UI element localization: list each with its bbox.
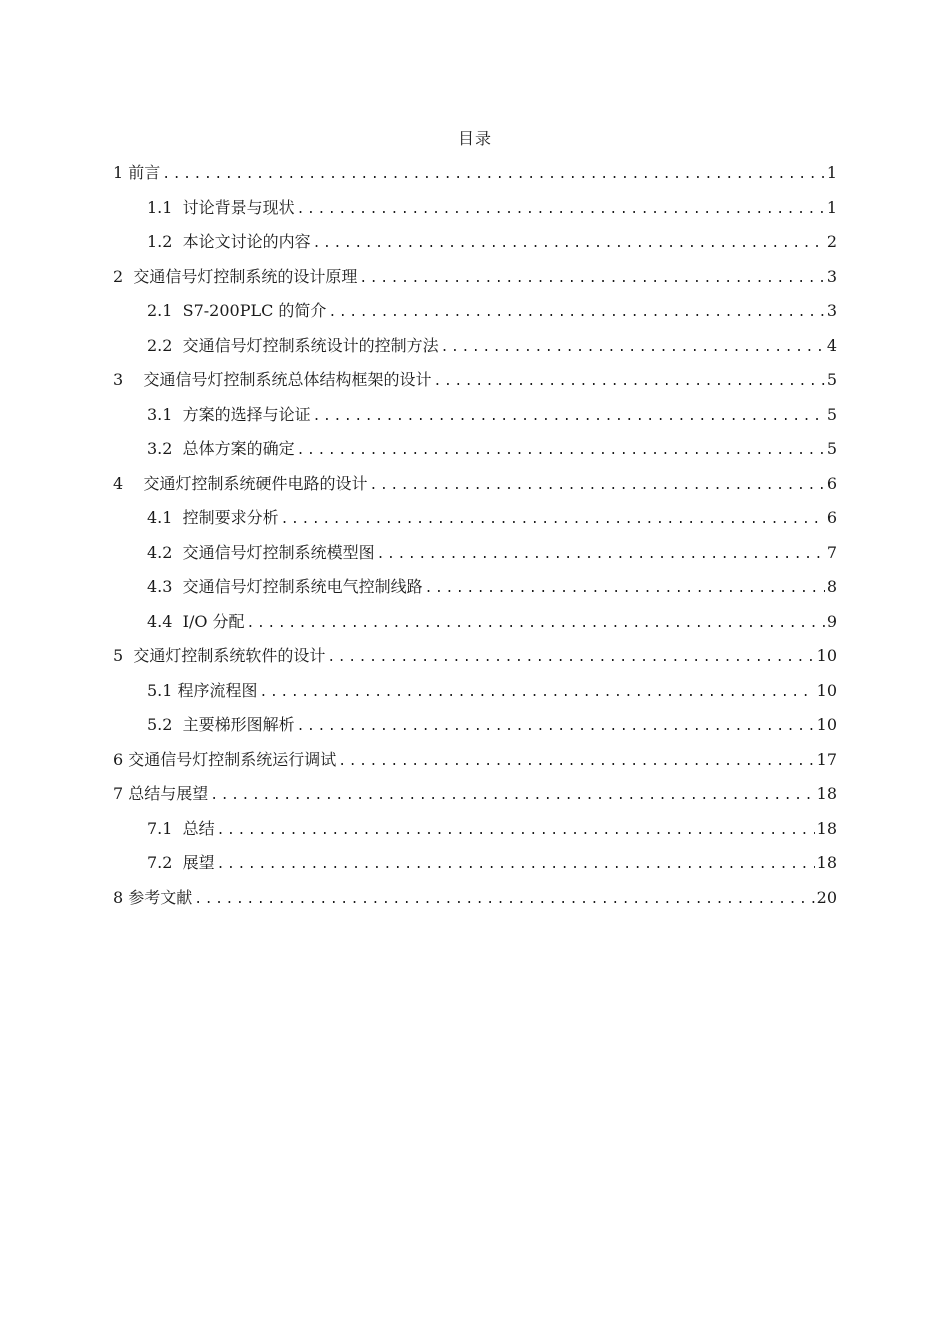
toc-entry-title: 4 交通灯控制系统硬件电路的设计 — [113, 473, 368, 493]
toc-dot-leader — [297, 710, 815, 745]
toc-entry-title: 7.2 展望 — [147, 853, 215, 872]
toc-dot-leader — [217, 848, 815, 883]
toc-entry[interactable] — [113, 191, 837, 226]
toc-page-number: 8 — [826, 577, 837, 596]
toc-dot-leader — [194, 883, 814, 918]
toc-entry-title: 3.2 总体方案的确定 — [147, 439, 295, 458]
toc-entry-title: 3.1 方案的选择与论证 — [147, 404, 311, 424]
toc-page-number: 1 — [826, 197, 837, 217]
toc-page-number: 9 — [826, 611, 837, 631]
toc-page-number: 10 — [816, 715, 837, 734]
toc-entry-title: 4.2 交通信号灯控制系统模型图 — [147, 542, 375, 562]
toc-page-number: 5 — [826, 404, 837, 424]
toc-entry-title: 5 交通灯控制系统软件的设计 — [113, 646, 326, 665]
toc-entry[interactable] — [113, 846, 837, 881]
toc-entry-title: 1 前言 — [113, 163, 161, 182]
toc-page-number: 6 — [826, 473, 837, 493]
toc-dot-leader — [370, 469, 825, 504]
toc-entry[interactable] — [113, 605, 837, 640]
toc-page-number: 4 — [826, 335, 837, 355]
toc-entry[interactable] — [113, 260, 837, 295]
toc-dot-leader — [210, 779, 814, 814]
toc-dot-leader — [247, 607, 825, 642]
toc-entry[interactable] — [113, 432, 837, 467]
toc-dot-leader — [313, 227, 825, 262]
toc-dot-leader — [359, 262, 824, 297]
toc-page-number: 3 — [826, 301, 837, 320]
toc-entry-title: 1.1 讨论背景与现状 — [147, 197, 295, 217]
toc-entry[interactable] — [113, 363, 837, 398]
toc-dot-leader — [297, 434, 825, 469]
toc-page-number: 2 — [826, 232, 837, 251]
toc-entry-title: 4.4 I/O 分配 — [147, 611, 245, 631]
table-of-contents — [113, 156, 837, 915]
toc-dot-leader — [313, 400, 825, 435]
toc-entry[interactable] — [113, 881, 837, 916]
toc-page-number: 3 — [826, 266, 837, 286]
toc-entry-title: 2 交通信号灯控制系统的设计原理 — [113, 266, 358, 286]
toc-entry-title: 3 交通信号灯控制系统总体结构框架的设计 — [113, 370, 432, 389]
toc-dot-leader — [260, 676, 815, 711]
toc-dot-leader — [297, 193, 825, 228]
toc-page-number: 7 — [826, 542, 837, 562]
toc-dot-leader — [162, 158, 825, 193]
toc-entry[interactable] — [113, 294, 837, 329]
toc-page-number: 18 — [816, 818, 837, 838]
toc-entry[interactable] — [113, 467, 837, 502]
toc-dot-leader — [327, 641, 814, 676]
toc-entry-title: 1.2 本论文讨论的内容 — [147, 232, 311, 251]
toc-entry[interactable] — [113, 708, 837, 743]
toc-entry-title: 4.3 交通信号灯控制系统电气控制线路 — [147, 577, 423, 596]
toc-dot-leader — [328, 296, 824, 331]
toc-entry[interactable] — [113, 777, 837, 812]
toc-entry-title: 2.2 交通信号灯控制系统设计的控制方法 — [147, 335, 439, 355]
toc-page-number: 18 — [816, 784, 837, 803]
toc-page-number: 10 — [816, 680, 837, 700]
toc-dot-leader — [281, 503, 825, 538]
toc-entry-title: 5.2 主要梯形图解析 — [147, 715, 295, 734]
toc-entry[interactable] — [113, 225, 837, 260]
toc-page-number: 18 — [816, 853, 837, 872]
toc-entry-title: 5.1 程序流程图 — [147, 680, 258, 700]
toc-entry-title: 8 参考文献 — [113, 887, 193, 907]
toc-page-number: 6 — [826, 508, 837, 527]
toc-entry[interactable] — [113, 329, 837, 364]
toc-page-number: 20 — [816, 887, 837, 907]
toc-entry[interactable] — [113, 570, 837, 605]
toc-page-number: 10 — [816, 646, 837, 665]
toc-entry-title: 2.1 S7-200PLC 的简介 — [147, 301, 327, 320]
toc-dot-leader — [338, 745, 814, 780]
toc-entry-title: 7 总结与展望 — [113, 784, 209, 803]
toc-dot-leader — [425, 572, 825, 607]
toc-dot-leader — [377, 538, 825, 573]
toc-entry[interactable] — [113, 674, 837, 709]
toc-entry[interactable] — [113, 398, 837, 433]
toc-entry[interactable] — [113, 536, 837, 571]
toc-entry[interactable] — [113, 743, 837, 778]
toc-dot-leader — [434, 365, 825, 400]
toc-entry[interactable] — [113, 812, 837, 847]
toc-entry[interactable] — [113, 156, 837, 191]
toc-page-number: 1 — [826, 163, 837, 182]
toc-entry-title: 6 交通信号灯控制系统运行调试 — [113, 749, 337, 769]
toc-entry[interactable] — [113, 501, 837, 536]
toc-entry-title: 7.1 总结 — [147, 818, 215, 838]
toc-title: 目录 — [457, 129, 492, 148]
toc-entry[interactable] — [113, 639, 837, 674]
toc-page-number: 5 — [826, 439, 837, 458]
toc-entry-title: 4.1 控制要求分析 — [147, 508, 279, 527]
toc-page-number: 17 — [816, 749, 837, 769]
toc-dot-leader — [217, 814, 815, 849]
toc-dot-leader — [441, 331, 825, 366]
toc-page-number: 5 — [826, 370, 837, 389]
